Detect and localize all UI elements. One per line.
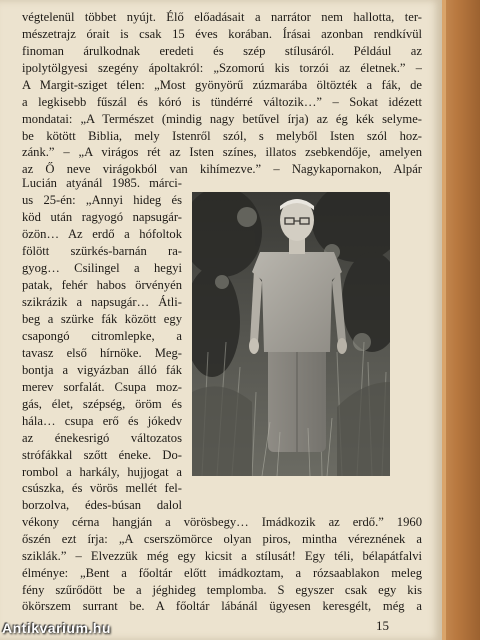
text-line: szikrázik a napsugár… Átli- [22, 295, 182, 309]
text-line: zánk.” – „A virágos rét az Isten színes, illatos zsebkendője, amelyen [22, 145, 422, 159]
text-line: vékony cérna hangján a vörösbegy… Imádkozik az erdő.” 1960 [22, 515, 422, 529]
portrait-photo [192, 192, 390, 476]
text-line: gyog… Csilingel a hegyi [22, 261, 182, 275]
text-line: sziklák.” – Elvezzük még egy kicsit a stílusát! Egy téli, bélapátfalvi [22, 549, 422, 563]
text-line: fény szűrődött be a jéghideg templomba. S egyszer csak egy kis [22, 583, 422, 597]
page-edge-highlight [442, 0, 446, 640]
page-number: 15 [376, 618, 389, 633]
text-line: beg a szürke fák között egy [22, 312, 182, 326]
text-line: gás, élet, szépség, öröm és [22, 397, 182, 411]
text-line: bontja a vigyázban álló fák [22, 363, 182, 377]
watermark: Antikvarium.hu [2, 620, 111, 636]
text-line: be kötött Biblia, mely Istenről szól, s melyből Isten szól hoz- [22, 129, 422, 143]
text-line: rombol a harkály, hujjogat a [22, 465, 182, 479]
portrait-photo-graphic [192, 192, 390, 476]
text-line: őszén ezt írja: „A cserszömörce olyan piros, mintha véreznének a [22, 532, 422, 546]
text-line: patak, fehér habos örvényén [22, 278, 182, 292]
text-line: Lucián atyánál 1985. márci- [22, 176, 182, 190]
text-line: strófákkal szőtt éneke. Do- [22, 448, 182, 462]
text-line: A Margit-sziget télen: „Most gyönyörű zúzmarába öltözték a fák, de [22, 78, 422, 92]
text-line: az énekesrigó változatos [22, 431, 182, 445]
text-line: az Ő neve virágokból van kihímezve.” – Nagykapornakon, Alpár [22, 162, 422, 176]
text-line: végtelenül többet nyújt. Élő előadásait a narrátor nem hallotta, ter- [22, 10, 422, 24]
text-line: ipolytölgyesi szegény ápoltakról: „Szomorú kis torzói az életnek.” – [22, 61, 422, 75]
text-line: csapongó citromlepke, a [22, 329, 182, 343]
text-line: köd után ragyogó napsugár- [22, 210, 182, 224]
book-page-edge [442, 0, 480, 640]
text-line: tavasz első hírnöke. Meg- [22, 346, 182, 360]
text-line: fölött szürkés-barnán ra- [22, 244, 182, 258]
text-line: borzolva, édes-búsan dalol [22, 498, 182, 512]
text-line: ökörszem surrant be. A főoltár lábánál ügyesen keresgélt, még a [22, 599, 422, 613]
text-line: özön… Az erdő a hófoltok [22, 227, 182, 241]
text-line: finoman árulkodnak eredeti és szép stílusáról. Például az [22, 44, 422, 58]
text-line: hála… csupa erő és jókedv [22, 414, 182, 428]
text-line: mondatai: „A Természet (mindig nagy betűvel írja) az ég kék selyme- [22, 112, 422, 126]
text-line: merev sorfalát. Csupa moz- [22, 380, 182, 394]
text-line: csúszka, és vörös mellét fel- [22, 481, 182, 495]
text-line: élménye: „Bent a főoltár előtt imádkoztam, a rózsaablakon meleg [22, 566, 422, 580]
text-line: mészetrajz órait is csak 15 éves korában. Írásai azonban rendkívül [22, 27, 422, 41]
text-line: us 25-én: „Annyi hideg és [22, 193, 182, 207]
text-line: a legkisebb fűszál és kóró is tündérré változik…” – Sokat idézett [22, 95, 422, 109]
